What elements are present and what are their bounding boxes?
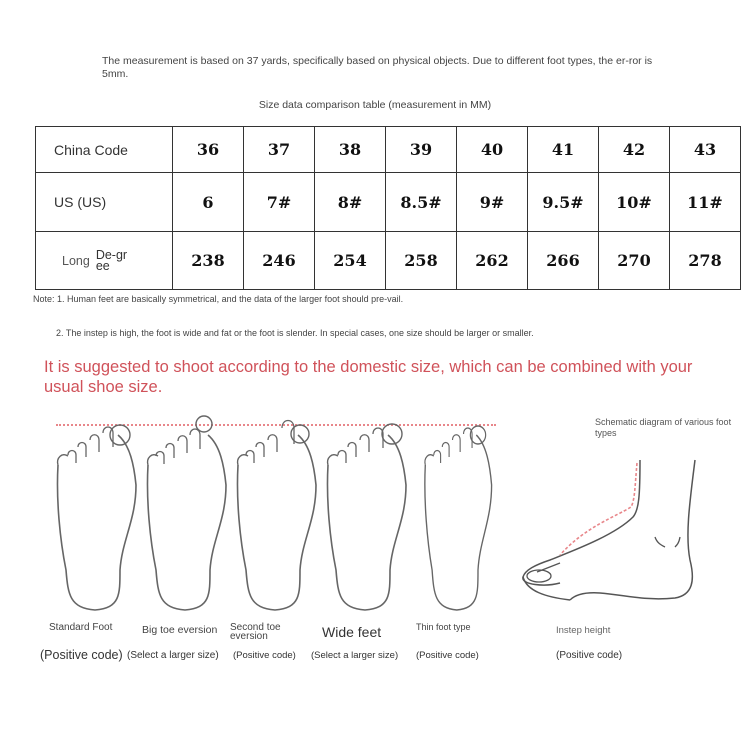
foot-type-advice: (Positive code) bbox=[40, 648, 123, 662]
size-table bbox=[35, 126, 741, 290]
table-cell: 11# bbox=[670, 173, 741, 232]
table-cell: 42 bbox=[599, 127, 670, 173]
table-cell: 254 bbox=[315, 232, 386, 290]
standard-foot-icon bbox=[57, 425, 136, 610]
table-cell: 36 bbox=[173, 127, 244, 173]
row-header-part: Long bbox=[62, 253, 90, 268]
table-cell: 238 bbox=[173, 232, 244, 290]
foot-type-label: Thin foot type bbox=[416, 622, 471, 632]
table-cell: 8.5# bbox=[386, 173, 457, 232]
row-header: US (US) bbox=[36, 173, 173, 232]
note-1: Note: 1. Human feet are basically symmetrical, and the data of the larger foot should pre-vail. bbox=[33, 294, 404, 304]
table-title: Size data comparison table (measurement in MM) bbox=[258, 99, 492, 111]
table-row-length bbox=[36, 232, 741, 290]
foot-type-advice: (Positive code) bbox=[416, 650, 479, 661]
row-header-part: De-gree bbox=[95, 247, 128, 273]
big-toe-eversion-icon bbox=[147, 416, 226, 610]
table-cell: 266 bbox=[528, 232, 599, 290]
foot-types-illustration bbox=[40, 410, 510, 620]
foot-type-advice: (Positive code) bbox=[233, 650, 296, 661]
foot-type-label: Standard Foot bbox=[49, 622, 113, 633]
table-cell: 8# bbox=[315, 173, 386, 232]
table-cell: 38 bbox=[315, 127, 386, 173]
wide-feet-icon bbox=[327, 424, 406, 610]
instep-side-view-icon bbox=[515, 455, 725, 610]
table-cell: 39 bbox=[386, 127, 457, 173]
side-diagram-advice: (Positive code) bbox=[556, 650, 623, 661]
foot-type-advice: (Select a larger size) bbox=[311, 650, 399, 661]
table-cell: 278 bbox=[670, 232, 741, 290]
table-cell: 246 bbox=[244, 232, 315, 290]
table-cell: 7# bbox=[244, 173, 315, 232]
table-cell: 6 bbox=[173, 173, 244, 232]
table-cell: 9.5# bbox=[528, 173, 599, 232]
row-header bbox=[36, 232, 173, 290]
table-cell: 9# bbox=[457, 173, 528, 232]
table-cell: 262 bbox=[457, 232, 528, 290]
thin-foot-icon bbox=[425, 426, 492, 610]
note-2: 2. The instep is high, the foot is wide and fat or the foot is slender. In special cases, one size should be larger or smaller. bbox=[56, 328, 534, 338]
foot-type-label: Wide feet bbox=[322, 624, 382, 640]
table-cell: 10# bbox=[599, 173, 670, 232]
side-diagram-label: Instep height bbox=[556, 625, 611, 636]
foot-type-label: Big toe eversion bbox=[142, 624, 218, 636]
table-cell: 40 bbox=[457, 127, 528, 173]
size-suggestion: It is suggested to shoot according to the domestic size, which can be combined with your usual shoe size. bbox=[44, 358, 693, 396]
second-toe-eversion-icon bbox=[237, 421, 316, 611]
intro-text: The measurement is based on 37 yards, specifically based on physical objects. Due to different foot types, the er-ror is 5mm. bbox=[102, 55, 653, 80]
foot-type-advice: (Select a larger size) bbox=[127, 650, 219, 661]
table-row-us bbox=[36, 173, 741, 232]
table-row-china-code bbox=[36, 127, 741, 173]
table-cell: 258 bbox=[386, 232, 457, 290]
table-cell: 41 bbox=[528, 127, 599, 173]
table-cell: 270 bbox=[599, 232, 670, 290]
foot-type-label: Second toe eversion bbox=[230, 622, 281, 642]
side-diagram-title: Schematic diagram of various foot types bbox=[595, 417, 732, 438]
table-cell: 37 bbox=[244, 127, 315, 173]
table-cell: 43 bbox=[670, 127, 741, 173]
row-header: China Code bbox=[36, 127, 173, 173]
